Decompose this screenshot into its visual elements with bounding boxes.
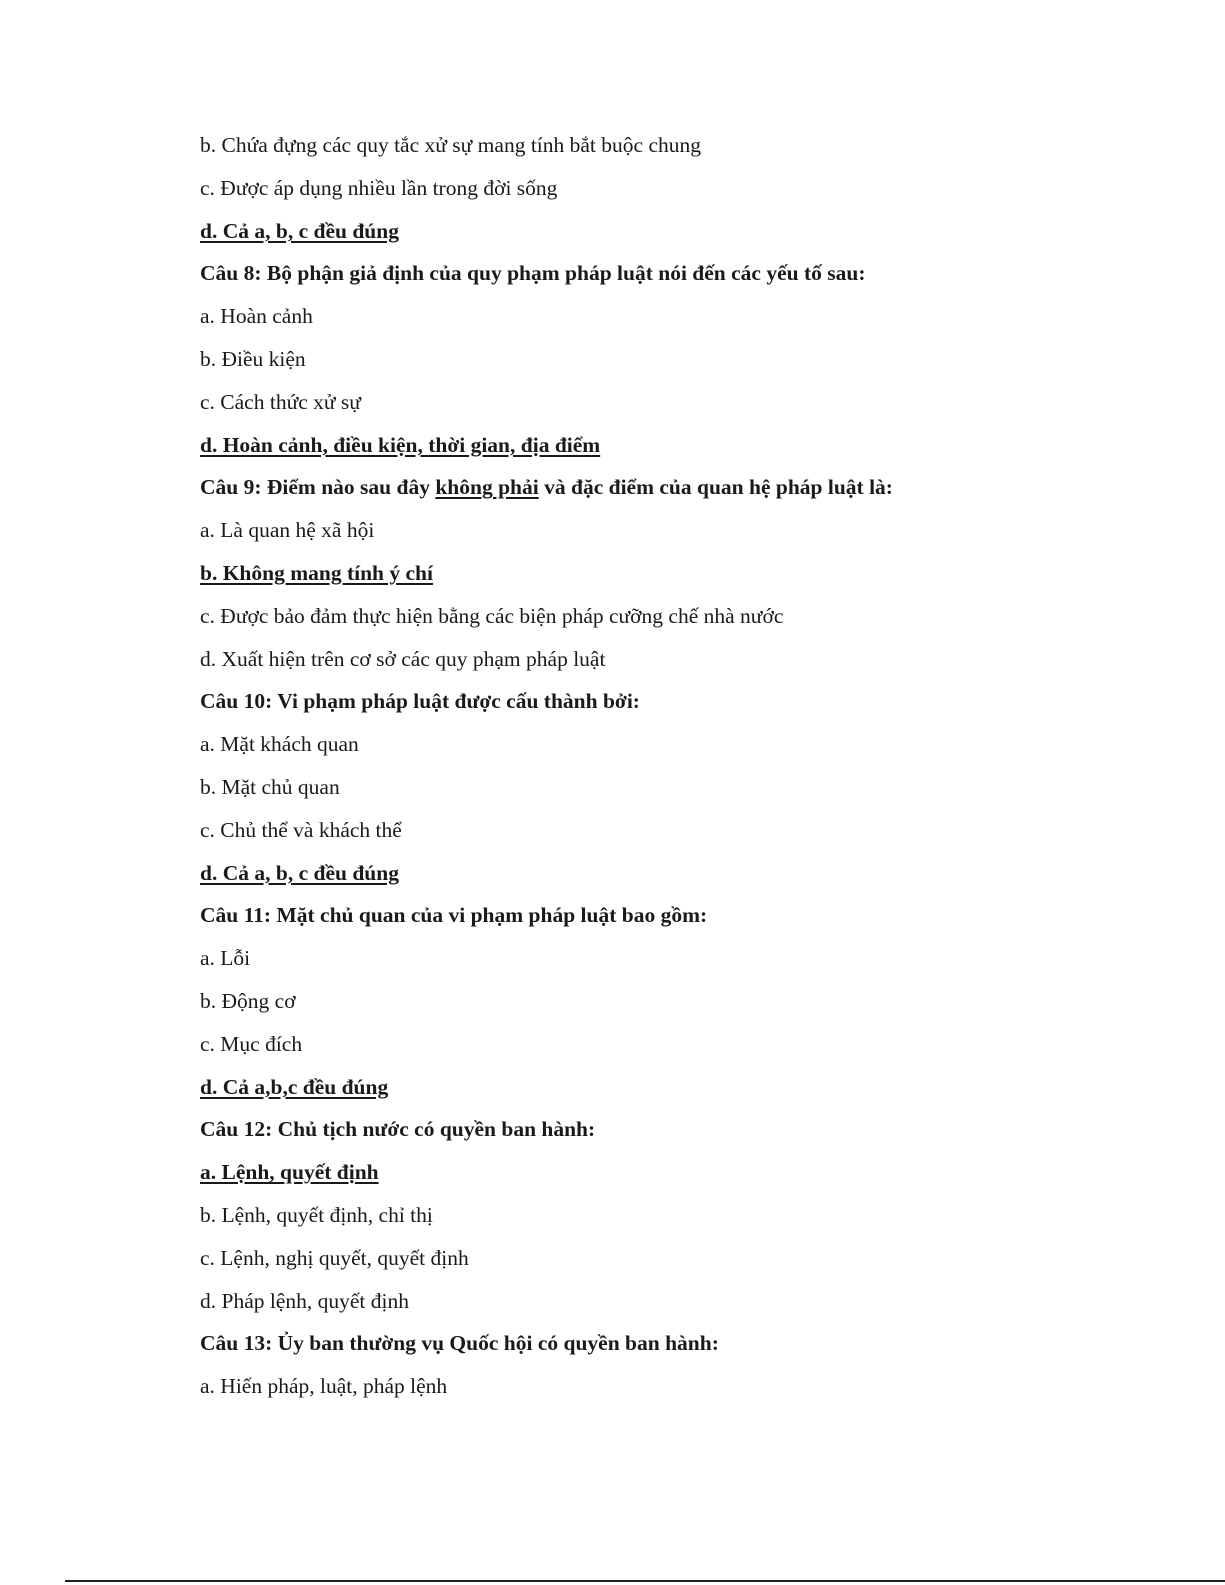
question-11: Câu 11: Mặt chủ quan của vi phạm pháp luật bao gồm: (200, 903, 708, 928)
option-7c: c. Được áp dụng nhiều lần trong đời sống (200, 175, 558, 200)
question-9-before: Câu 9: Điểm nào sau đây (200, 475, 436, 500)
question-8: Câu 8: Bộ phận giả định của quy phạm pháp luật nói đến các yếu tố sau: (200, 261, 866, 286)
option-10c: c. Chủ thể và khách thể (200, 817, 402, 842)
option-8a: a. Hoàn cảnh (200, 304, 313, 329)
option-11b: b. Động cơ (200, 988, 296, 1013)
question-13: Câu 13: Ủy ban thường vụ Quốc hội có quyền ban hành: (200, 1331, 719, 1356)
option-12c: c. Lệnh, nghị quyết, quyết định (200, 1245, 469, 1270)
option-11a: a. Lỗi (200, 946, 251, 971)
answer-12a: a. Lệnh, quyết định (200, 1160, 379, 1185)
question-9-after: và đặc điểm của quan hệ pháp luật là: (538, 475, 893, 500)
option-9c: c. Được bảo đảm thực hiện bằng các biện pháp cưỡng chế nhà nước (200, 603, 784, 628)
question-9 (200, 466, 1160, 509)
option-9a: a. Là quan hệ xã hội (200, 518, 375, 543)
answer-7d: d. Cả a, b, c đều đúng (200, 218, 399, 243)
document-page (200, 124, 1160, 1408)
option-12b: b. Lệnh, quyết định, chỉ thị (200, 1202, 433, 1227)
option-10a: a. Mặt khách quan (200, 732, 359, 757)
answer-11d: d. Cả a,b,c đều đúng (200, 1074, 389, 1099)
option-8b: b. Điều kiện (200, 346, 306, 371)
option-7b: b. Chứa đựng các quy tắc xử sự mang tính bắt buộc chung (200, 133, 701, 157)
question-10: Câu 10: Vi phạm pháp luật được cấu thành bởi: (200, 689, 640, 714)
option-8c: c. Cách thức xử sự (200, 389, 361, 414)
answer-9b: b. Không mang tính ý chí (200, 560, 433, 585)
option-11c: c. Mục đích (200, 1031, 303, 1056)
page-bottom-divider (65, 1580, 1225, 1582)
question-12: Câu 12: Chủ tịch nước có quyền ban hành: (200, 1117, 596, 1142)
option-12d: d. Pháp lệnh, quyết định (200, 1288, 410, 1313)
answer-10d: d. Cả a, b, c đều đúng (200, 860, 399, 885)
answer-8d: d. Hoàn cảnh, điều kiện, thời gian, địa điểm (200, 432, 601, 457)
option-10b: b. Mặt chủ quan (200, 774, 340, 799)
question-9-underlined: không phải (435, 475, 539, 500)
option-13a: a. Hiến pháp, luật, pháp lệnh (200, 1374, 448, 1399)
option-9d: d. Xuất hiện trên cơ sở các quy phạm pháp luật (200, 646, 606, 671)
